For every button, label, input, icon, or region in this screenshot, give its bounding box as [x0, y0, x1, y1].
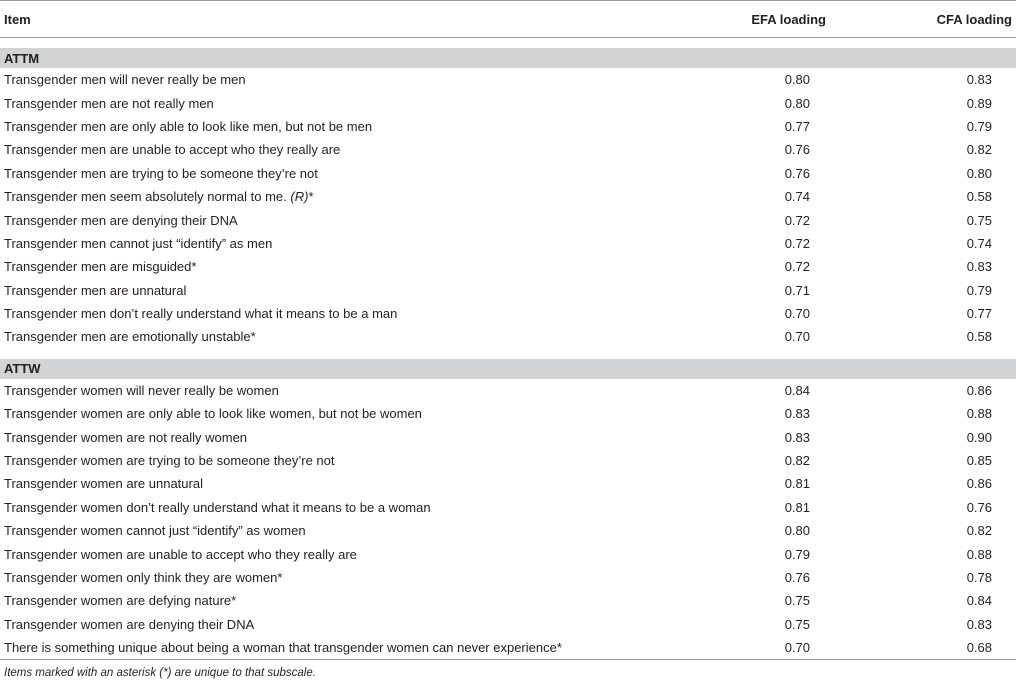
item-cell	[0, 115, 700, 138]
cfa-loading-cell: 0.82	[966, 523, 992, 539]
efa-loading-cell: 0.75	[784, 593, 810, 609]
item-cell	[0, 208, 700, 231]
table-row	[0, 589, 1016, 612]
item-cell	[0, 302, 700, 325]
item-cell	[0, 255, 700, 278]
cfa-loading-cell: 0.88	[966, 406, 992, 422]
item-text: Transgender men are misguided*	[4, 259, 197, 275]
efa-loading-cell: 0.80	[784, 523, 810, 539]
cfa-loading-cell: 0.79	[966, 282, 992, 298]
efa-loading-cell: 0.76	[784, 142, 810, 158]
efa-loading-cell: 0.81	[784, 476, 810, 492]
table-row	[0, 519, 1016, 542]
table-row	[0, 325, 1016, 348]
spacer-cell	[0, 349, 1016, 359]
item-cell	[0, 232, 700, 255]
item-text: Transgender women don’t really understand what it means to be a woman	[4, 499, 431, 515]
item-text: Transgender men are denying their DNA	[4, 212, 238, 228]
efa-loading-cell: 0.70	[784, 329, 810, 345]
section-header-attm	[0, 48, 1016, 68]
item-text: Transgender men are emotionally unstable*	[4, 329, 256, 345]
item-cell	[0, 519, 700, 542]
item-text: Transgender men are only able to look like men, but not be men	[4, 118, 373, 134]
item-text: Transgender women are defying nature*	[4, 593, 237, 609]
efa-loading-cell: 0.77	[784, 118, 810, 134]
item-cell	[0, 185, 700, 208]
item-cell	[0, 589, 700, 612]
item-text: Transgender women are unnatural	[4, 476, 203, 492]
item-text: Transgender men will never really be men	[4, 72, 246, 88]
item-cell	[0, 91, 700, 114]
asterisk-marker: *	[308, 189, 314, 205]
item-cell	[0, 162, 700, 185]
item-text: Transgender women are not really women	[4, 429, 248, 445]
efa-loading-cell: 0.80	[784, 72, 810, 88]
table-row	[0, 162, 1016, 185]
cfa-loading-cell: 0.58	[966, 189, 992, 205]
cfa-loading-cell: 0.84	[966, 593, 992, 609]
item-cell	[0, 472, 700, 495]
item-text: Transgender men seem absolutely normal to me.	[4, 189, 287, 205]
table-row	[0, 636, 1016, 660]
efa-loading-cell: 0.84	[784, 382, 810, 398]
item-cell	[0, 379, 700, 402]
table-row	[0, 566, 1016, 589]
efa-loading-cell: 0.83	[784, 406, 810, 422]
item-text: Transgender men are trying to be someone they’re not	[4, 165, 318, 181]
item-text: Transgender men are unable to accept who they really are	[4, 142, 341, 158]
table-row	[0, 496, 1016, 519]
table-row	[0, 542, 1016, 565]
item-cell	[0, 542, 700, 565]
efa-loading-cell: 0.80	[784, 95, 810, 111]
efa-loading-cell: 0.76	[784, 165, 810, 181]
cfa-loading-cell: 0.68	[850, 636, 1016, 660]
table-row	[0, 232, 1016, 255]
cfa-loading-cell: 0.77	[966, 306, 992, 322]
item-cell	[0, 496, 700, 519]
cfa-loading-cell: 0.76	[966, 499, 992, 515]
header-efa-loading: EFA loading	[700, 1, 850, 38]
efa-loading-cell: 0.72	[784, 259, 810, 275]
cfa-loading-cell: 0.83	[966, 259, 992, 275]
efa-loading-cell: 0.72	[784, 212, 810, 228]
table-row	[0, 91, 1016, 114]
item-text: Transgender men cannot just “identify” as men	[4, 235, 273, 251]
table-row	[0, 255, 1016, 278]
cfa-loading-cell: 0.83	[966, 616, 992, 632]
header-row	[0, 1, 1016, 38]
table-row	[0, 185, 1016, 208]
item-cell	[0, 138, 700, 161]
cfa-loading-cell: 0.82	[966, 142, 992, 158]
item-text: Transgender women cannot just “identify” as women	[4, 523, 306, 539]
efa-loading-cell: 0.70	[700, 636, 850, 660]
cfa-loading-cell: 0.86	[966, 382, 992, 398]
item-text: Transgender women will never really be women	[4, 382, 279, 398]
reverse-scored-tag: (R)	[290, 189, 309, 205]
efa-loading-cell: 0.81	[784, 499, 810, 515]
cfa-loading-cell: 0.74	[966, 235, 992, 251]
table-row	[0, 115, 1016, 138]
table-row	[0, 379, 1016, 402]
item-cell	[0, 68, 700, 91]
item-text: Transgender women are unable to accept who they really are	[4, 546, 357, 562]
cfa-loading-cell: 0.75	[966, 212, 992, 228]
table-row	[0, 279, 1016, 302]
item-text: Transgender men are not really men	[4, 95, 214, 111]
cfa-loading-cell: 0.89	[966, 95, 992, 111]
item-text: Transgender women are denying their DNA	[4, 616, 255, 632]
spacer-cell	[0, 38, 1016, 49]
item-text: There is something unique about being a woman that transgender women can never experience*	[4, 640, 562, 656]
item-cell	[0, 279, 700, 302]
section-spacer	[0, 349, 1016, 359]
efa-loading-cell: 0.75	[784, 616, 810, 632]
item-cell	[0, 636, 700, 660]
cfa-loading-cell: 0.90	[966, 429, 992, 445]
cfa-loading-cell: 0.85	[966, 453, 992, 469]
cfa-loading-cell: 0.78	[966, 570, 992, 585]
table-row	[0, 613, 1016, 636]
item-text: Transgender men don’t really understand what it means to be a man	[4, 306, 398, 322]
section-label: ATTM	[0, 48, 1016, 68]
efa-loading-cell: 0.76	[784, 570, 810, 585]
item-text: Transgender men are unnatural	[4, 282, 187, 298]
item-text: Transgender women are trying to be someone they’re not	[4, 453, 335, 469]
table-row	[0, 302, 1016, 325]
section-spacer	[0, 38, 1016, 49]
efa-loading-cell: 0.83	[784, 429, 810, 445]
item-cell	[0, 425, 700, 448]
item-text: Transgender women are only able to look like women, but not be women	[4, 406, 422, 422]
table-row	[0, 472, 1016, 495]
efa-loading-cell: 0.82	[784, 453, 810, 469]
table-row	[0, 425, 1016, 448]
table-row	[0, 208, 1016, 231]
table-row	[0, 449, 1016, 472]
efa-loading-cell: 0.72	[784, 235, 810, 251]
cfa-loading-cell: 0.58	[966, 329, 992, 345]
efa-loading-cell: 0.71	[784, 282, 810, 298]
item-text: Transgender women only think they are women*	[4, 570, 283, 585]
item-cell	[0, 449, 700, 472]
cfa-loading-cell: 0.86	[966, 476, 992, 492]
table-footnote: Items marked with an asterisk (*) are unique to that subscale.	[4, 667, 316, 680]
cfa-loading-cell: 0.83	[966, 72, 992, 88]
cfa-loading-cell: 0.88	[966, 546, 992, 562]
item-cell	[0, 402, 700, 425]
efa-loading-cell: 0.70	[784, 306, 810, 322]
table-row	[0, 138, 1016, 161]
section-header-attw	[0, 359, 1016, 379]
header-cfa-loading: CFA loading	[850, 1, 1016, 38]
item-cell	[0, 325, 700, 348]
cfa-loading-cell: 0.79	[966, 118, 992, 134]
cfa-loading-cell: 0.80	[966, 165, 992, 181]
table-row	[0, 68, 1016, 91]
efa-loading-cell: 0.74	[784, 189, 810, 205]
header-item: Item	[0, 1, 700, 38]
efa-loading-cell: 0.79	[784, 546, 810, 562]
section-label: ATTW	[0, 359, 1016, 379]
table-row	[0, 402, 1016, 425]
table-body	[0, 38, 1016, 660]
item-cell	[0, 613, 700, 636]
item-cell	[0, 566, 700, 589]
